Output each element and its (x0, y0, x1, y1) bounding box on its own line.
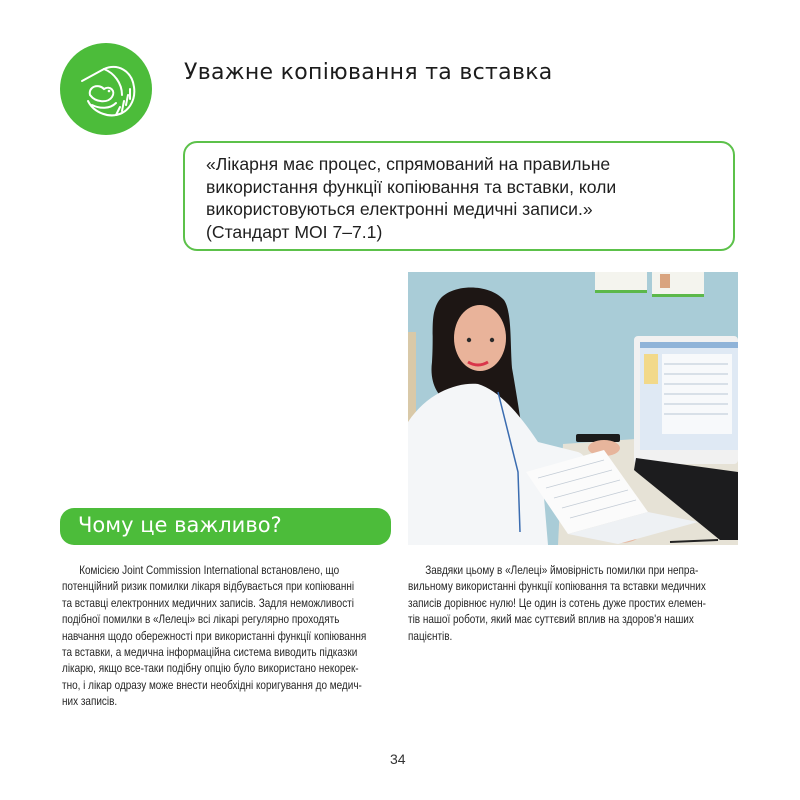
paragraph-line: тів нашої роботи, який має суттєвий вплив на здоров'я наших (408, 613, 694, 627)
paragraph-line: та вставці електронних медичних записів. Задля неможливості (62, 596, 354, 610)
paragraph-line: Комісією Joint Commission International встановлено, що (79, 564, 340, 577)
paragraph-line: пацієнтів. (408, 629, 453, 643)
paragraph-line: потенційний ризик помилки лікаря відбувається при копіюванні (62, 580, 355, 594)
quote-line: використовуються електронні медичні записи.» (206, 199, 593, 219)
paragraph-line: Завдяки цьому в «Лелеці» ймовірність помилки при непра- (425, 564, 699, 577)
paragraph-line: вильному використанні функції копіювання та вставки медичних (408, 580, 706, 594)
paragraph-line: них записів. (62, 695, 118, 709)
logo (60, 43, 152, 135)
quote-line: використання функції копіювання та вставки, коли (206, 176, 617, 197)
standard-quote (183, 141, 735, 251)
body-column-right (408, 563, 706, 645)
page-number: 34 (390, 751, 406, 767)
paragraph-line: записів дорівнює нулю! Це один із сотень дуже простих елемен- (408, 596, 706, 610)
body-column-left (62, 563, 366, 711)
doctor-at-computer-photo (408, 272, 738, 545)
paragraph-line: лікарю, якщо все-таки подібну опцію було використано некорек- (62, 662, 359, 676)
paragraph-line: та вставки, а медична інформаційна система виводить підказки (62, 646, 358, 660)
page-title: Уважне копіювання та вставка (184, 60, 553, 85)
quote-citation: (Стандарт МОІ 7–7.1) (206, 221, 383, 242)
stork-bird-icon (60, 43, 152, 135)
paragraph-line: подібної помилки в «Лелеці» всі лікарі регулярно проходять (62, 613, 340, 627)
paragraph-line: навчання щодо обережності при використанні функції копіювання (62, 629, 367, 643)
section-heading: Чому це важливо? (60, 508, 391, 545)
quote-line: «Лікарня має процес, спрямований на правильне (206, 154, 611, 174)
paragraph-line: тно, і лікар одразу може внести необхідні коригування до медич- (62, 678, 362, 692)
